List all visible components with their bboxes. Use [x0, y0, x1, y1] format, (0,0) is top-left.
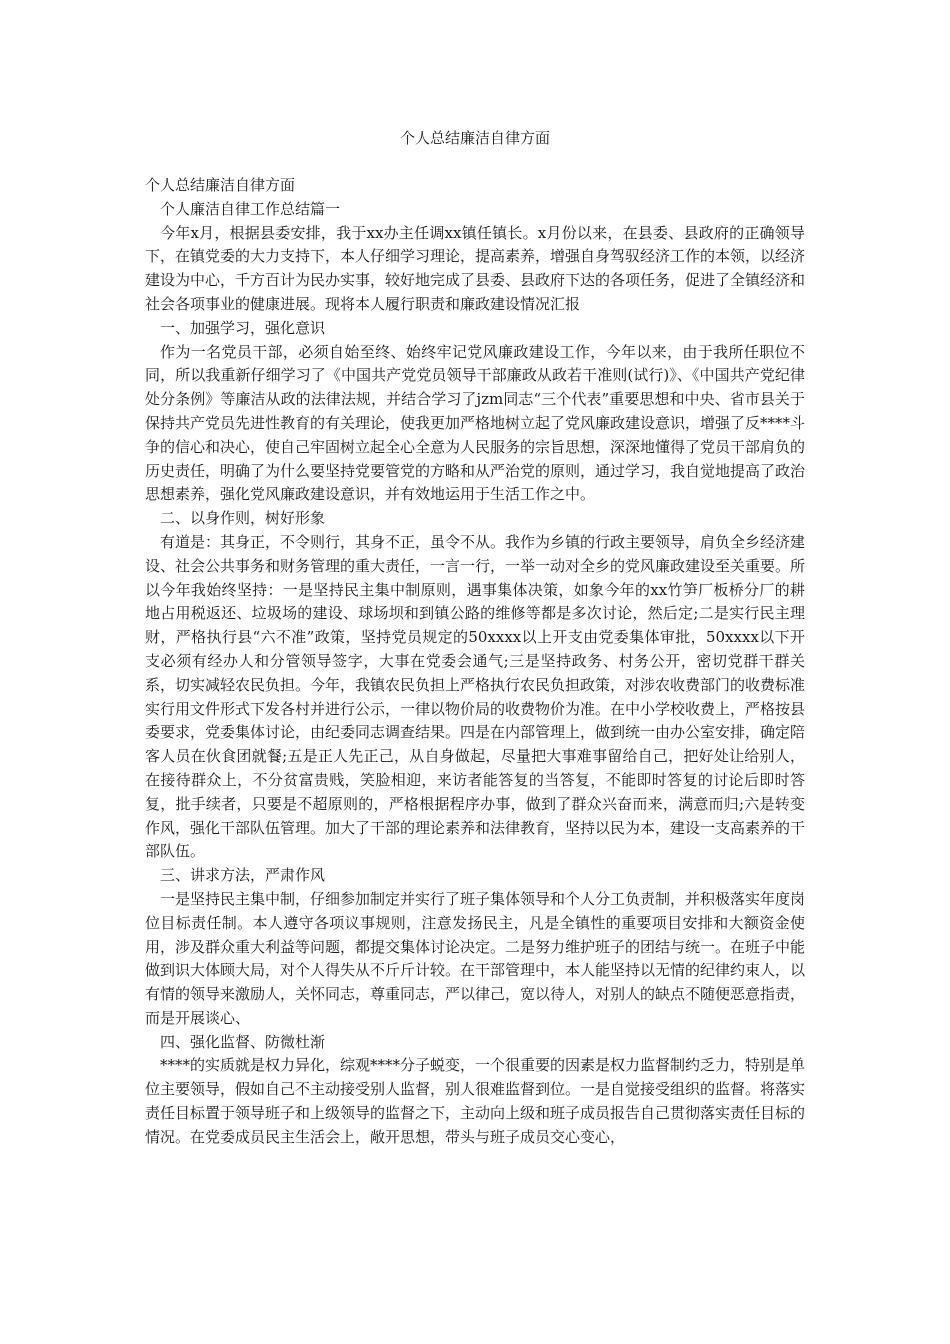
paragraph: ****的实质就是权力异化，综观****分子蜕变，一个很重要的因素是权力监督制约乏力，特别是单位主要领导，假如自己不主动接受别人监督，别人很难监督到位。一是自觉接受组织的监督。将落实责任目标置于领导班子和上级领导的监督之下，主动向上级和班子成员报告自己贯彻落实责任目标的情况。在党委成员民主生活会上，敞开思想，带头与班子成员交心变心， [145, 1056, 806, 1146]
section-heading: 三、讲求方法，严肃作风 [160, 866, 326, 885]
document-body [145, 174, 805, 1150]
document-title: 个人总结廉洁自律方面 [399, 129, 550, 147]
paragraph: 有道是：其身正，不令则行，其身不正，虽令不从。我作为乡镇的行政主要领导，肩负全乡经济建设、社会公共事务和财务管理的重大责任，一言一行，一举一动对全乡的党风廉政建设至关重要。所以今年我始终坚持：一是坚持民主集中制原则，遇事集体决策，如象今年的xx竹笋厂板桥分厂的耕地占用税返还、垃圾场的建设、球场坝和到镇公路的维修等都是多次讨论，然后定;二是实行民主理财，严格执行县“六不准”政策，坚持党员规定的50xxxx以上开支由党委集体审批，50xxxx以下开支必须有经办人和分管领导签字，大事在党委会通气;三是坚持政务、村务公开，密切党群干群关系，切实减轻农民负担。今年，我镇农民负担上严格执行农民负担政策，对涉农收费部门的收费标准实行用文件形式下发各村并进行公示，一律以物价局的收费物价为准。在中小学校收费上，严格按县委要求，党委集体讨论，由纪委同志调查结果。四是在内部管理上，做到统一由办公室安排，确定陪客人员在伙食团就餐;五是正人先正己，从自身做起，尽量把大事难事留给自己，把好处让给别人，在接待群众上，不分贫富贵贱，笑脸相迎，来访者能答复的当答复，不能即时答复的讨论后即时答复，批手续者，只要是不超原则的，严格根据程序办事，做到了群众兴奋而来，满意而归;六是转变作风，强化干部队伍管理。加大了干部的理论素养和法律教育，坚持以民为本，建设一支高素养的干部队伍。 [145, 532, 806, 861]
paragraph: 个人廉洁自律工作总结篇一 [160, 199, 341, 218]
section-heading: 二、以身作则，树好形象 [160, 509, 326, 528]
section-heading: 四、强化监督、防微杜渐 [160, 1032, 326, 1051]
paragraph: 一是坚持民主集中制，仔细参加制定并实行了班子集体领导和个人分工负责制，并积极落实年度岗位目标责任制。本人遵守各项议事规则，注意发扬民主，凡是全镇性的重要项目安排和大额资金使用，涉及群众重大利益等问题，都提交集体讨论决定。二是努力维护班子的团结与统一。在班子中能做到识大体顾大局，对个人得失从不斤斤计较。在干部管理中，本人能坚持以无情的纪律约束人，以有情的领导来激励人，关怀同志，尊重同志，严以律己，宽以待人，对别人的缺点不随便恶意指责，而是开展谈心、 [145, 889, 806, 1027]
paragraph: 个人总结廉洁自律方面 [145, 176, 296, 194]
paragraph: 作为一名党员干部，必须自始至终、始终牢记党风廉政建设工作，今年以来，由于我所任职位不同，所以我重新仔细学习了《中国共产党党员领导干部廉政从政若干准则(试行)》、《中国共产党纪律处分条例》等廉洁从政的法律法规，并结合学习了jzm同志“三个代表”重要思想和中央、省市县关于保持共产党员先进性教育的有关理论，使我更加严格地树立起了党风廉政建设意识，增强了反****斗争的信心和决心，使自己牢固树立起全心全意为人民服务的宗旨思想，深深地懂得了党员干部肩负的历史责任，明确了为什么要坚持党要管党的方略和从严治党的原则，通过学习，我自觉地提高了政治思想素养，强化党风廉政建设意识，并有效地运用于生活工作之中。 [145, 342, 806, 504]
section-heading: 一、加强学习，强化意识 [160, 318, 326, 337]
paragraph: 今年x月，根据县委安排，我于xx办主任调xx镇任镇长。x月份以来，在县委、县政府的正确领导下，在镇党委的大力支持下，本人仔细学习理论，提高素养，增强自身驾驭经济工作的本领，以经济建设为中心，千方百计为民办实事，较好地完成了县委、县政府下达的各项任务，促进了全镇经济和社会各项事业的健康进展。现将本人履行职责和廉政建设情况汇报 [145, 223, 806, 313]
